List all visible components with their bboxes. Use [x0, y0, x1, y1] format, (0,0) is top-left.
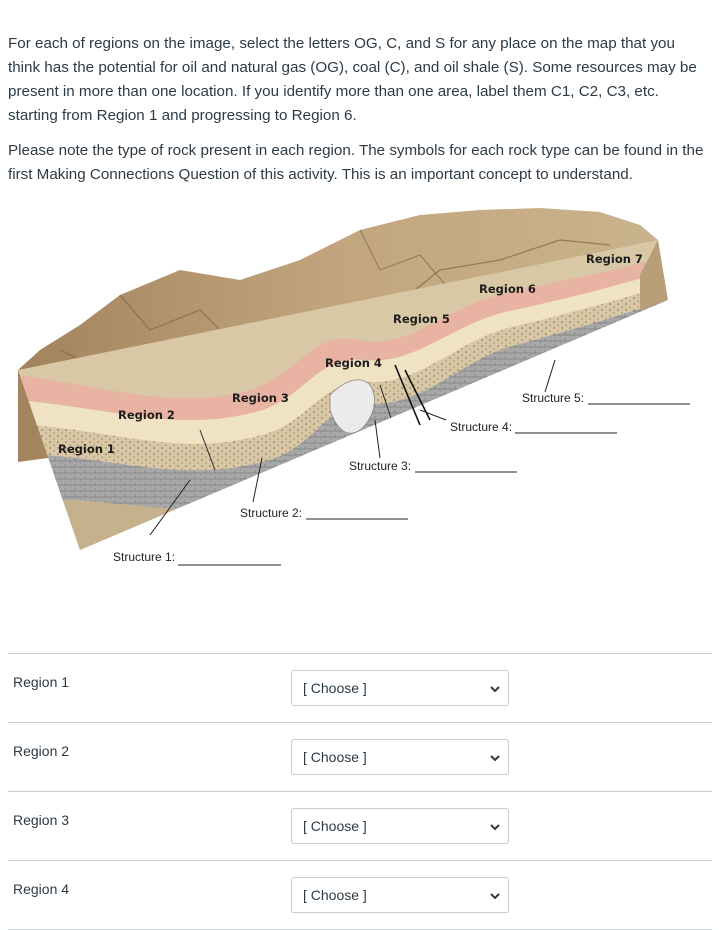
region-1-select-value: [ Choose ]	[303, 680, 367, 696]
question-label-region-2: Region 2	[13, 743, 70, 759]
region-1-select[interactable]	[291, 670, 509, 706]
region-3-label: Region 3	[232, 391, 289, 405]
question-label-region-1: Region 1	[13, 674, 70, 690]
chevron-down-icon	[490, 684, 500, 694]
region-4-select[interactable]	[291, 877, 509, 913]
question-row-region-2	[8, 722, 712, 791]
structure-2-label: Structure 2:	[240, 506, 303, 520]
question-row-region-1	[8, 653, 712, 722]
region-4-select-value: [ Choose ]	[303, 887, 367, 903]
region-5-label: Region 5	[393, 312, 450, 326]
instructions-paragraph-2: Please note the type of rock present in each region. The symbols for each rock type can be found in the first Making Connections Question of this activity. This is an important concept to understand.	[8, 142, 704, 183]
chevron-down-icon	[490, 891, 500, 901]
region-2-select-value: [ Choose ]	[303, 749, 367, 765]
structure-1-label: Structure 1:	[113, 550, 176, 564]
chevron-down-icon	[490, 753, 500, 763]
question-row-region-3	[8, 791, 712, 860]
structure-3-label: Structure 3:	[349, 459, 412, 473]
chevron-down-icon	[490, 822, 500, 832]
region-7-label: Region 7	[586, 252, 643, 266]
structure-5-label: Structure 5:	[522, 391, 585, 405]
question-row-region-4	[8, 860, 712, 930]
region-6-label: Region 6	[479, 282, 536, 296]
region-3-select[interactable]	[291, 808, 509, 844]
geologic-block-diagram	[0, 200, 719, 580]
region-2-label: Region 2	[118, 408, 175, 422]
structure-4-label: Structure 4:	[450, 420, 513, 434]
question-label-region-4: Region 4	[13, 881, 70, 897]
question-label-region-3: Region 3	[13, 812, 70, 828]
region-1-label: Region 1	[58, 442, 115, 456]
region-3-select-value: [ Choose ]	[303, 818, 367, 834]
instructions-paragraph-1: For each of regions on the image, select the letters OG, C, and S for any place on the map that you think has the potential for oil and natural gas (OG), coal (C), and oil shale (S). Some resources may be present in more than one location. If you identify more than one area, label them C1, C2, C3, etc. starting from Region 1 and progressing to Region 6.	[8, 35, 697, 124]
region-4-label: Region 4	[325, 356, 382, 370]
region-2-select[interactable]	[291, 739, 509, 775]
